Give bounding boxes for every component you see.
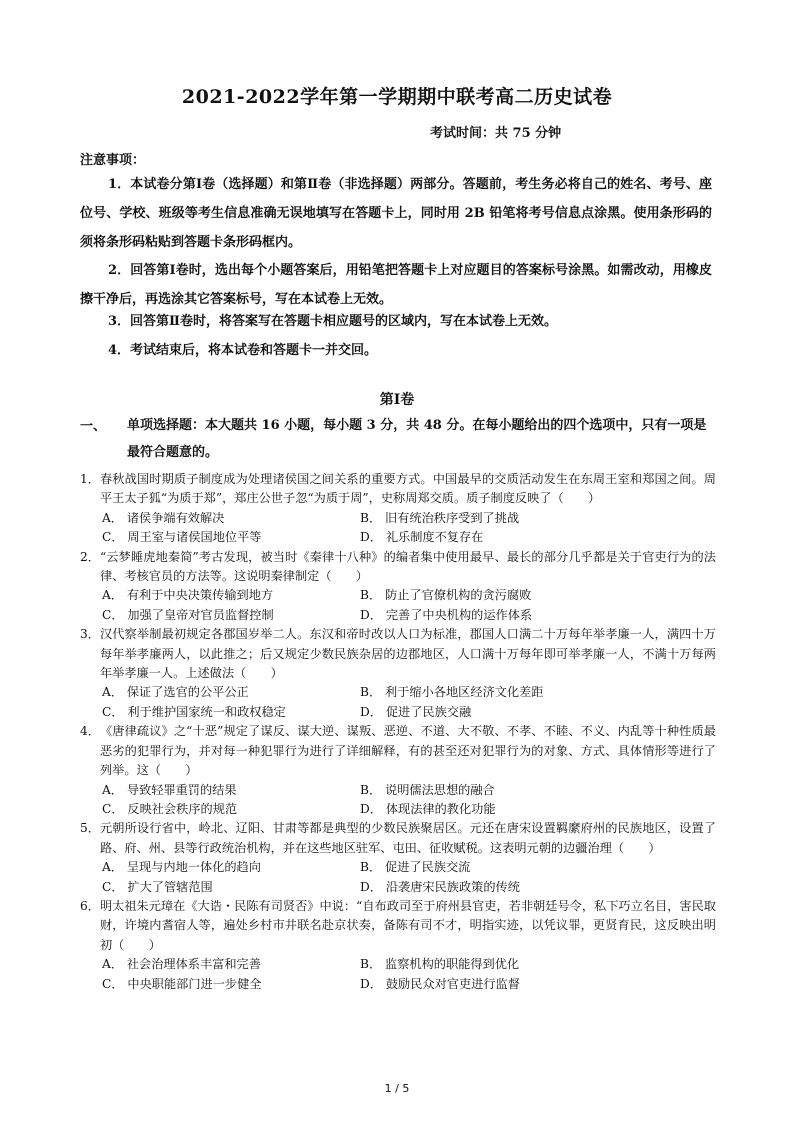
option-b: B． 旧有统治秩序受到了挑战 — [360, 510, 520, 525]
question-item — [80, 722, 716, 819]
question-stem: “云梦睡虎地秦简”考古发现，被当时《秦律十八种》的编者集中使用最早、最长的部分几乎都是关于官吏行为的法律、考核官员的方法等。这说明秦律制定（ ） — [99, 549, 716, 584]
option-c: C． 扩大了管辖范围 — [102, 879, 213, 894]
part-number: 一、 — [80, 419, 107, 434]
notice-item-text: 2．回答第Ⅰ卷时，选出每个小题答案后，用铅笔把答题卡上对应题目的答案标号涂黑。如需改动，用橡皮擦干净后，再选涂其它答案标号，写在本试卷上无效。 — [80, 263, 712, 307]
option-a: A． 诸侯争端有效解决 — [102, 510, 225, 525]
question-list — [80, 470, 716, 994]
question-number: 2． — [80, 549, 100, 564]
option-a: A． 呈现与内地一体化的趋向 — [102, 860, 261, 875]
page-number: 1 / 5 — [384, 1082, 410, 1095]
notice-item — [80, 307, 712, 336]
option-d: D． 礼乐制度不复存在 — [360, 530, 484, 545]
option-b: B． 监察机构的职能得到优化 — [360, 957, 520, 972]
notice-item — [80, 256, 712, 314]
section-title: 第Ⅰ卷 — [379, 392, 415, 408]
option-c: C． 利于维护国家统一和政权稳定 — [102, 704, 286, 719]
question-item — [80, 470, 716, 548]
option-a: A． 导致轻罪重罚的结果 — [102, 782, 237, 797]
option-a: A． 有利于中央决策传输到地方 — [102, 588, 274, 603]
notice-item — [80, 170, 712, 257]
notice-item-text: 4．考试结束后，将本试卷和答题卡一并交回。 — [108, 343, 378, 358]
option-b: B． 说明儒法思想的融合 — [360, 782, 495, 797]
part-instructions: 单项选择题：本大题共 16 小题，每小题 3 分，共 48 分。在每小题给出的四个选项中，只有一项是最符合题意的。 — [127, 418, 707, 460]
option-c: C． 反映社会秩序的规范 — [102, 801, 238, 816]
question-number: 5． — [80, 821, 100, 836]
option-c: C． 周王室与诸侯国地位平等 — [102, 530, 262, 545]
question-item — [80, 819, 716, 897]
question-stem: 春秋战国时期质子制度成为处理诸侯国之间关系的重要方式。中国最早的交质活动发生在东周王室和郑国之间。周平王太子狐“为质于郑”，郑庄公世子忽“为质于周”，史称周郑交质。质子制度反映了（ ） — [99, 472, 716, 506]
question-stem: 明太祖朱元璋在《大诰・民陈有司贤否》中说：“自布政司至于府州县官吏，若非朝廷号令，私下巧立名目，害民取财，许境内耆宿人等，遍处乡村市井联名赴京状奏，备陈有司不才，明指实迹，以凭议罪，更贤育民，这反映出明初（ ） — [99, 898, 716, 952]
question-item — [80, 548, 716, 626]
option-d: D． 体现法律的教化功能 — [360, 801, 496, 816]
option-d: D． 鼓励民众对官吏进行监督 — [360, 976, 520, 991]
option-d: D． 促进了民族交融 — [360, 704, 472, 719]
page-title: 2021-2022学年第一学期期中联考高二历史试卷 — [181, 86, 613, 108]
question-number: 3． — [80, 627, 100, 642]
option-a: A． 保证了选官的公平公正 — [102, 685, 249, 700]
option-d: D． 沿袭唐宋民族政策的传统 — [360, 879, 520, 894]
option-b: B． 促进了民族交流 — [360, 860, 471, 875]
option-a: A． 社会治理体系丰富和完善 — [102, 957, 261, 972]
question-stem: 元朝所设行省中，岭北、辽阳、甘肃等都是典型的少数民族聚居区。元还在唐宋设置羁縻府州的民族地区，设置了路、府、州、县等行政统治机构，并在这些地区驻军、屯田、征收赋税。这表明元朝的边疆治理（ ） — [99, 821, 716, 855]
question-item — [80, 897, 716, 994]
notice-item-text: 1．本试卷分第Ⅰ卷（选择题）和第Ⅱ卷（非选择题）两部分。答题前，考生务必将自己的姓名、考号、座位号、学校、班级等考生信息准确无误地填写在答题卡上，同时用 2B 铅笔将考号信息点涂黑。使用条形码的须将条形码粘贴到答题卡条形码框内。 — [80, 177, 712, 250]
option-c: C． 加强了皇帝对官员监督控制 — [102, 607, 274, 622]
exam-time: 考试时间：共 75 分钟 — [430, 126, 562, 141]
question-stem: 《唐律疏议》之“十恶”规定了谋反、谋大逆、谋叛、恶逆、不道、大不敬、不孝、不睦、不义、内乱等十种性质最恶劣的犯罪行为，并对每一种犯罪行为进行了详细解释，有的甚至还对犯罪行为的对象、方式、具体情形等进行了列举。这（ ） — [99, 724, 716, 778]
notice-item-text: 3．回答第Ⅱ卷时，将答案写在答题卡相应题号的区域内，写在本试卷上无效。 — [108, 314, 558, 329]
notice-label: 注意事项： — [80, 153, 146, 168]
question-number: 1． — [80, 472, 100, 486]
question-number: 6． — [80, 898, 100, 913]
option-b: B． 防止了官僚机构的贪污腐败 — [360, 588, 532, 603]
option-c: C． 中央职能部门进一步健全 — [102, 976, 262, 991]
option-b: B． 利于缩小各地区经济文化差距 — [360, 685, 544, 700]
question-item — [80, 625, 716, 722]
question-stem: 汉代察举制最初规定各郡国岁举二人。东汉和帝时改以人口为标准，郡国人口满二十万每年举孝廉一人，满四十万每年举孝廉两人，以此推之；后又规定少数民族杂居的边郡地区，人口满十万每年即可举孝廉一人，不满十万每两年举孝廉一人。上述做法（ ） — [99, 627, 716, 681]
option-d: D． 完善了中央机构的运作体系 — [360, 607, 533, 622]
question-number: 4． — [80, 724, 100, 739]
notice-item — [80, 336, 712, 365]
